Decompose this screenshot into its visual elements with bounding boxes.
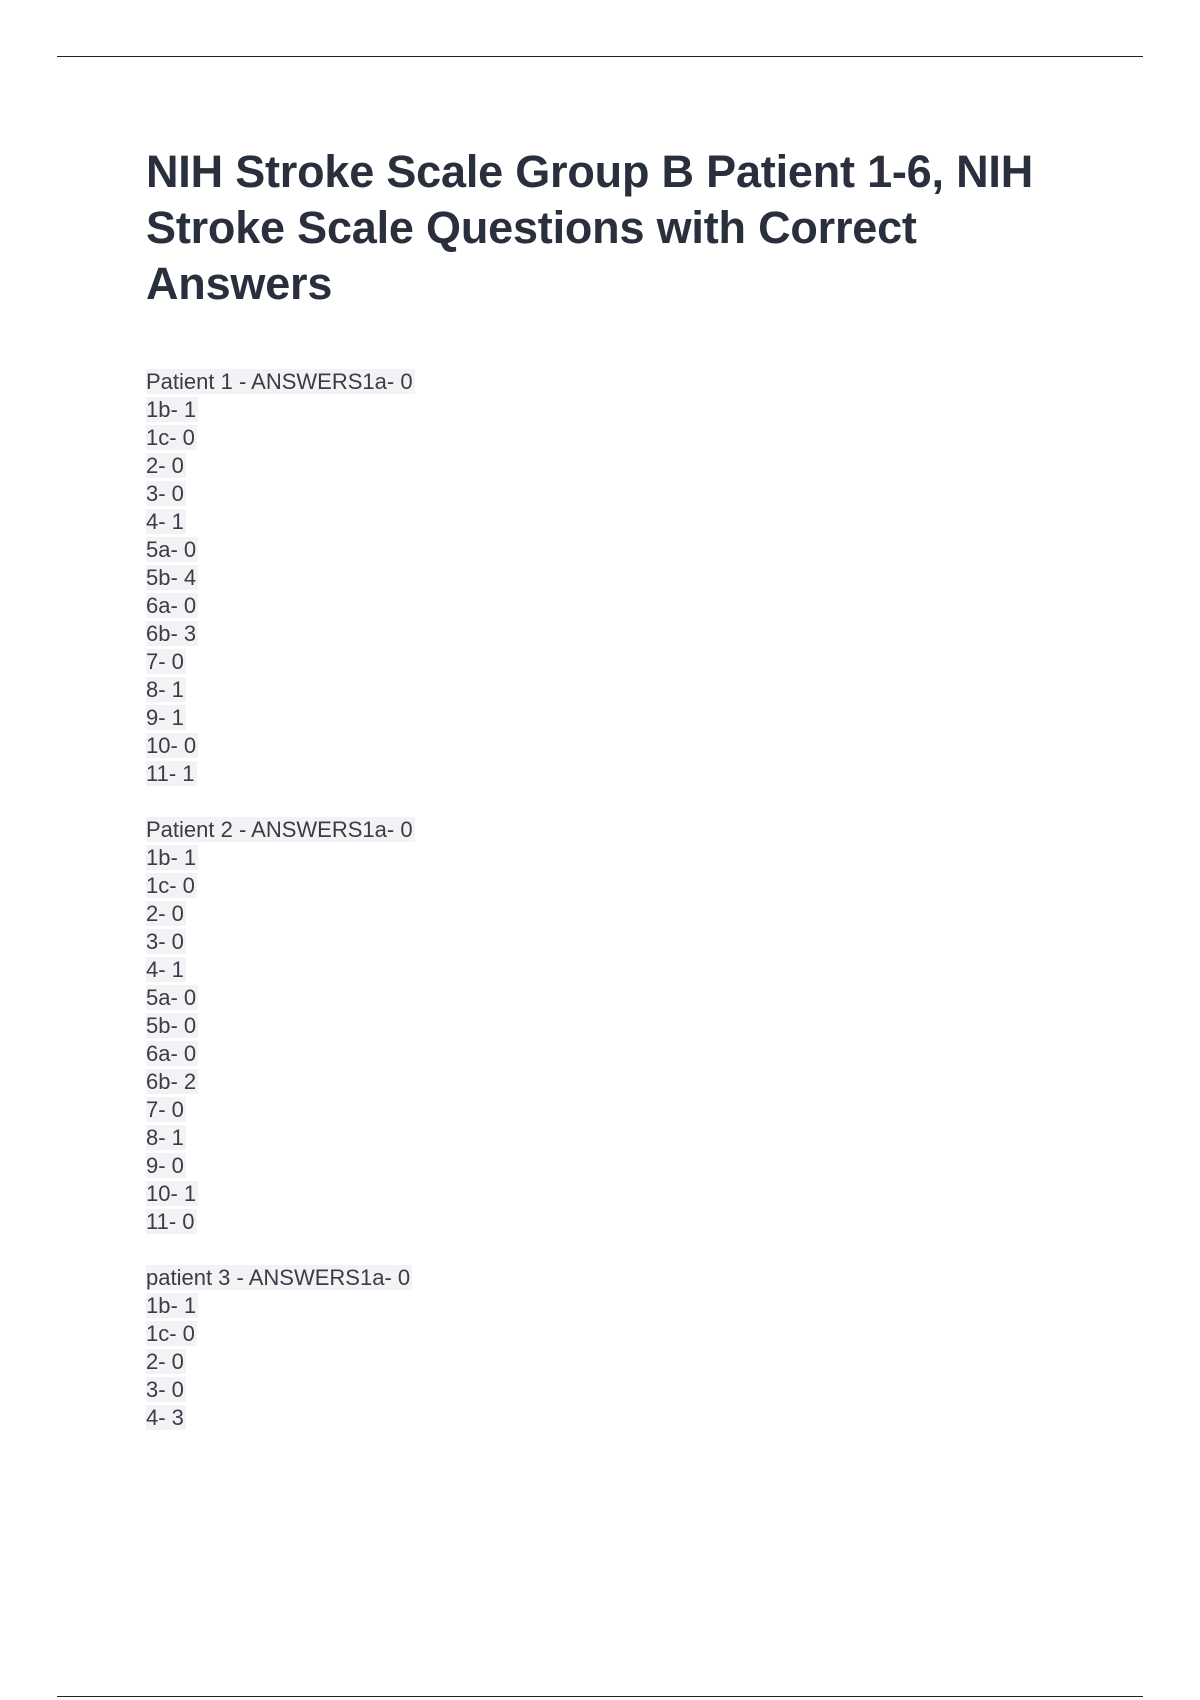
answer-line: 11- 0 (146, 1209, 195, 1234)
answer-line: 5a- 0 (146, 985, 197, 1010)
patient-block-1 (146, 368, 1046, 788)
answer-line: 5b- 0 (146, 1013, 197, 1038)
answer-line: 4- 3 (146, 1405, 184, 1430)
answer-line: 8- 1 (146, 1125, 184, 1150)
patient-block-2 (146, 816, 1046, 1236)
document-title: NIH Stroke Scale Group B Patient 1-6, NIH Stroke Scale Questions with Correct Answers (146, 146, 1034, 309)
answer-line: 1c- 0 (146, 1321, 195, 1346)
patient-block-3 (146, 1264, 1046, 1432)
patient-heading: patient 3 - ANSWERS1a- 0 (146, 1265, 411, 1290)
answer-line: 6b- 3 (146, 621, 197, 646)
answer-line: 2- 0 (146, 901, 184, 926)
answer-line: 10- 1 (146, 1181, 197, 1206)
answer-line: 3- 0 (146, 481, 184, 506)
answer-line: 11- 1 (146, 761, 195, 786)
answer-line: 9- 0 (146, 1153, 184, 1178)
top-rule (57, 56, 1143, 57)
answer-line: 1c- 0 (146, 873, 195, 898)
bottom-rule (57, 1696, 1143, 1697)
answer-line: 3- 0 (146, 1377, 184, 1402)
answer-line: 6b- 2 (146, 1069, 197, 1094)
answer-line: 1b- 1 (146, 845, 197, 870)
patient-list (146, 368, 1046, 1432)
answer-line: 5b- 4 (146, 565, 197, 590)
document-body (146, 144, 1046, 1460)
answer-line: 7- 0 (146, 1097, 184, 1122)
answer-line: 4- 1 (146, 957, 184, 982)
answer-line: 8- 1 (146, 677, 184, 702)
answer-line: 1b- 1 (146, 397, 197, 422)
answer-line: 7- 0 (146, 649, 184, 674)
answer-line: 9- 1 (146, 705, 184, 730)
answer-line: 6a- 0 (146, 593, 197, 618)
answer-line: 2- 0 (146, 453, 184, 478)
answer-line: 1c- 0 (146, 425, 195, 450)
answer-line: 5a- 0 (146, 537, 197, 562)
answer-line: 3- 0 (146, 929, 184, 954)
answer-line: 1b- 1 (146, 1293, 197, 1318)
answer-line: 6a- 0 (146, 1041, 197, 1066)
answer-line: 10- 0 (146, 733, 197, 758)
answer-line: 4- 1 (146, 509, 184, 534)
patient-heading: Patient 2 - ANSWERS1a- 0 (146, 817, 413, 842)
answer-line: 2- 0 (146, 1349, 184, 1374)
patient-heading: Patient 1 - ANSWERS1a- 0 (146, 369, 413, 394)
